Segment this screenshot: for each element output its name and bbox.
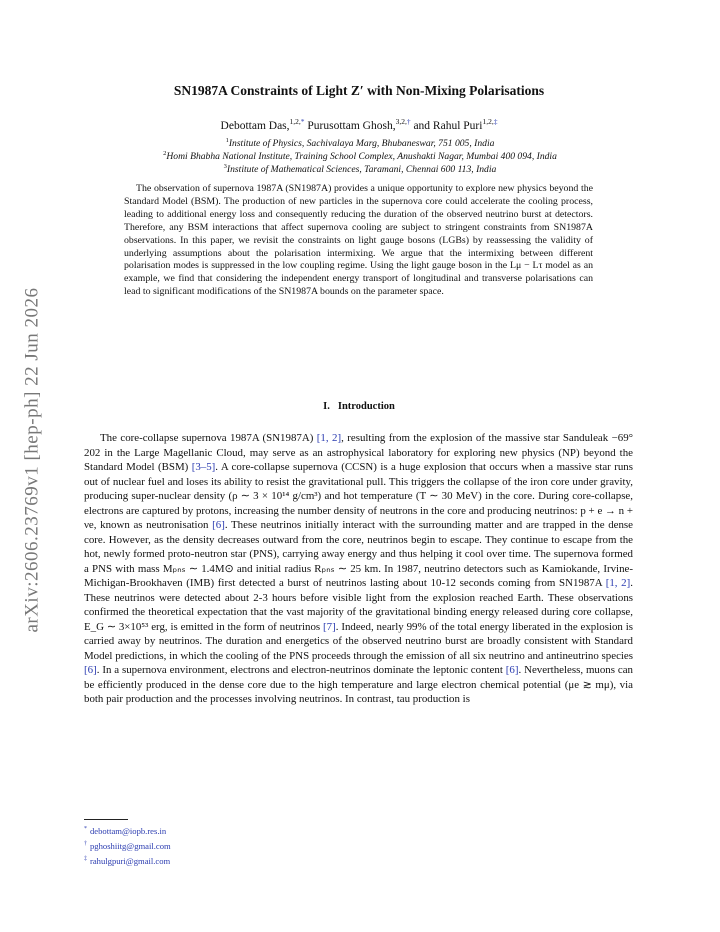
footnote-mark: * [84,826,87,832]
body-text-run: . In a supernova environment, electrons and electron-neutrinos dominate the leptonic content [96,664,506,676]
body-text-run: . These neutrinos initially interact with the surrounding matter and are trapped in the dense core. However, as the density decreases outward from the core, neutrinos begin to escape. They continue to escape from the hot, newly formed proto-neutron star (PNS), carrying away energy and thus helping it cool over time. The supernova formed a PNS with mass Mₚₙₛ ∼ 1.4M⊙ and initial radius Rₚₙₛ ∼ 25 km. In 1987, neutrino detectors such as Kamiokande, Irvine-Michigan-Brookhaven (IMB) first detected a burst of neutrinos lasting about 10-12 seconds coming from SN1987A [84,519,633,589]
abstract: The observation of supernova 1987A (SN1987A) provides a unique opportunity to explore new physics beyond the Standard Model (BSM). The production of new particles in the supernova core could accelerate the cooling process, leading to additional energy loss and consequently reducing the duration of the observed neutrino burst at detectors. Therefore, any BSM interactions that affect supernova cooling are subject to stringent constraints from SN1987A observations. In this paper, we revisit the constraints on light gauge bosons (LGBs) by reassessing the validity of underlying assumptions about the polarisation intermixing. We argue that the intermixing between different polarisation modes is suppressed in the low coupling regime. Using the light gauge boson in the Lμ − Lτ model as an example, we find that considering the independent energy transport of longitudinal and transverse polarisations can lead to significant modifications of the SN1987A bounds on the parameter space. [124,183,593,298]
citation-link[interactable]: [6] [84,664,97,676]
footnote-divider [84,819,128,820]
footnote-item [84,853,384,868]
affiliation-number: 2 [163,150,167,157]
author-list [84,114,634,134]
footnote-item [84,838,384,853]
affiliation-line [60,161,660,176]
email-link[interactable]: debottam@iopb.res.in [90,825,167,836]
section-heading [84,400,634,414]
body-text-run: . A core-collapse supernova (CCSN) is a huge explosion that occurs when a massive star runs out of nuclear fuel and loses its ability to resist the gravitational pull. This triggers the collapse of the iron core under gravity, producing super-nuclear density (ρ ∼ 3 × 10¹⁴ g/cm³) and hot temperature (T ∼ 30 MeV) in the core. During core-collapse, electrons are captured by protons, increasing the number density of neutrons in the core and producing neutrinos: p + e → n + νe, known as neutronisation [84,461,633,531]
arxiv-identifier-text: arXiv:2606.23769v1 [hep-ph] 22 Jun 2026 [22,287,44,633]
author-affiliation-number: 1,2, [289,117,301,126]
author-footnote-mark[interactable]: ‡ [493,117,498,126]
affiliation-number: 1 [225,137,229,144]
section-title: Introduction [337,401,395,412]
citation-link[interactable]: [7] [323,620,336,633]
email-link[interactable]: pghoshiitg@gmail.com [90,840,171,851]
section-number: I. [323,401,330,412]
affiliation-text: Institute of Mathematical Sciences, Taramani, Chennai 600 113, India [226,164,497,176]
body-text-run: . Indeed, nearly 99% of the total energy liberated in the explosion is carried away by neutrinos. The duration and energetics of the observed neutrino burst are broadly consistent with Standard Model predictions, in which the cooling of the PNS proceeds through the emission of all six neutrino and antineutrino species [84,620,633,662]
paper-title: SN1987A Constraints of Light Z′ with Non-Mixing Polarisations [173,83,545,98]
body-paragraph [84,431,633,707]
author-affiliation-number: 1,2, [482,117,494,126]
affiliation-number: 3 [223,163,227,170]
footnote-mark: ‡ [84,855,87,862]
body-text-run: The core-collapse supernova 1987A (SN1987A) [100,432,317,444]
author-footnote-mark[interactable]: * [300,117,305,126]
author-affiliation-number: 3,2, [395,117,407,126]
citation-link[interactable]: [1, 2] [316,432,342,444]
citation-link[interactable]: [6] [212,519,225,531]
affiliation-text: Homi Bhabha National Institute, Training School Complex, Anushakti Nagar, Mumbai 400 094, India [166,151,557,163]
affiliation-text: Institute of Physics, Sachivalaya Marg, Bhubaneswar, 751 005, India [228,138,495,150]
body-text-run: , resulting from the explosion of the massive star Sanduleak −69° 202 in the Large Magellanic Cloud, may serve as an astrophysical laboratory for exploring new physics (NP) beyond the Standard Model (BSM) [84,432,634,473]
author-name: Debottam Das, [220,119,290,132]
author-name: Purusottam Ghosh, [307,119,396,132]
citation-link[interactable]: [6] [505,664,519,676]
citation-link[interactable]: [1, 2] [605,577,631,589]
body-text-run: . Nevertheless, muons can be efficiently produced in the dense core due to the high temperature and large electron chemical potential (μe ≳ mμ), via both pair production and the processes involving neutrinos. In contrast, tau production is [84,664,633,705]
author-footnote-mark[interactable]: † [406,117,411,126]
citation-link[interactable]: [3–5] [191,461,216,473]
footnote-item [84,823,384,838]
body-text-run: . These neutrinos were detected about 2-3 hours before visible light from the explosion reached Earth. These observations confirmed the theoretical expectation that the vast majority of the gravitational binding energy released during core collapse, E_G ∼ 3×10⁵³ erg, is emitted in the form of neutrinos [84,577,633,633]
footnotes [84,823,384,868]
footnote-mark: † [84,840,87,847]
email-link[interactable]: rahulgpuri@gmail.com [90,855,171,866]
author-name: and Rahul Puri [413,119,483,132]
arxiv-identifier-stamp [16,265,50,655]
